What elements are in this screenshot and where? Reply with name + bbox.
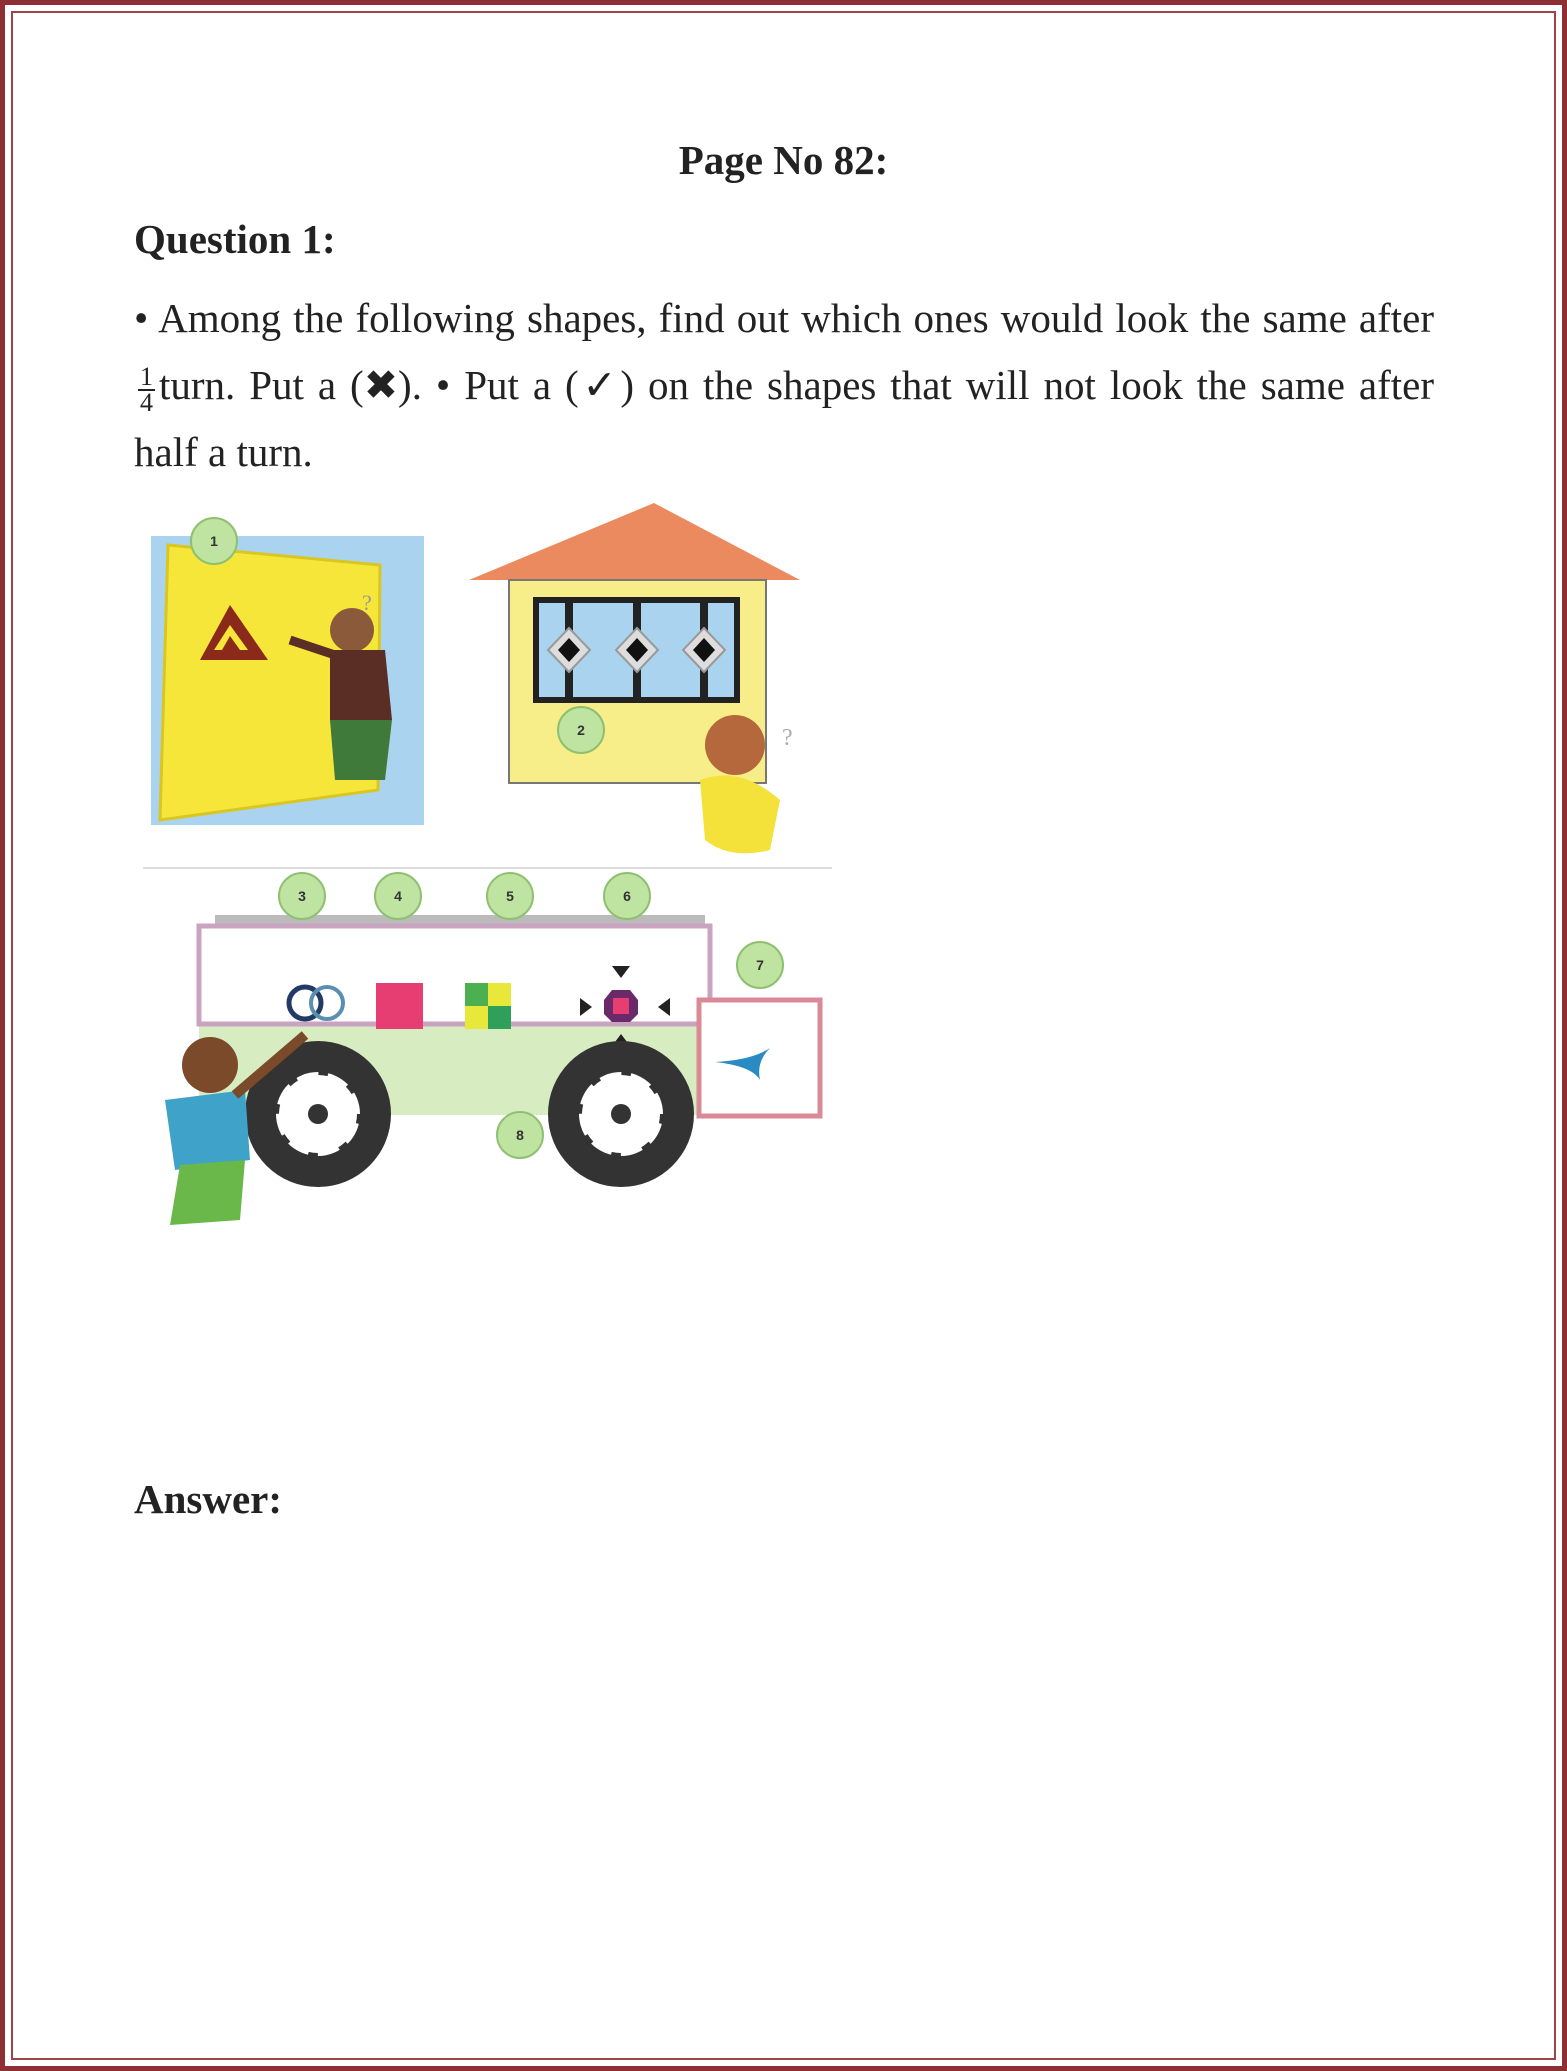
svg-text:4: 4 xyxy=(394,888,402,904)
shape-label-6 xyxy=(604,873,650,919)
question-heading: Question 1: xyxy=(134,216,336,262)
question-mark: ? xyxy=(782,725,793,751)
bus-wheel xyxy=(548,1041,694,1187)
svg-text:7: 7 xyxy=(756,957,764,973)
svg-text:3: 3 xyxy=(298,888,306,904)
boy-figure-yellow xyxy=(700,715,780,853)
svg-text:6: 6 xyxy=(623,888,631,904)
svg-text:5: 5 xyxy=(506,888,514,904)
shape-label-8 xyxy=(497,1112,543,1158)
svg-text:1: 1 xyxy=(210,533,218,549)
shape-label-1 xyxy=(191,518,237,564)
answer-heading: Answer: xyxy=(134,1476,283,1522)
shape-label-5 xyxy=(487,873,533,919)
question-mark: ? xyxy=(362,590,372,615)
svg-text:2: 2 xyxy=(577,722,585,738)
question-part-2: turn. Put a (✖). • Put a (✓) on the shapes that will not look the same after half a turn. xyxy=(134,362,1434,475)
question-part-1: • Among the following shapes, find out which ones would look the same after xyxy=(134,295,1434,341)
svg-text:8: 8 xyxy=(516,1127,524,1143)
page-title: Page No 82: xyxy=(678,137,889,183)
house-roof xyxy=(469,503,800,580)
pink-square-icon xyxy=(376,983,423,1029)
fraction-denominator: 4 xyxy=(140,387,153,417)
shape-label-7 xyxy=(737,942,783,988)
shape-label-3 xyxy=(279,873,325,919)
shape-label-2 xyxy=(558,707,604,753)
checkered-square-icon xyxy=(465,983,511,1029)
fraction-numerator: 1 xyxy=(140,361,153,391)
diamond-pattern-icons xyxy=(548,628,725,672)
shape-label-4 xyxy=(375,873,421,919)
